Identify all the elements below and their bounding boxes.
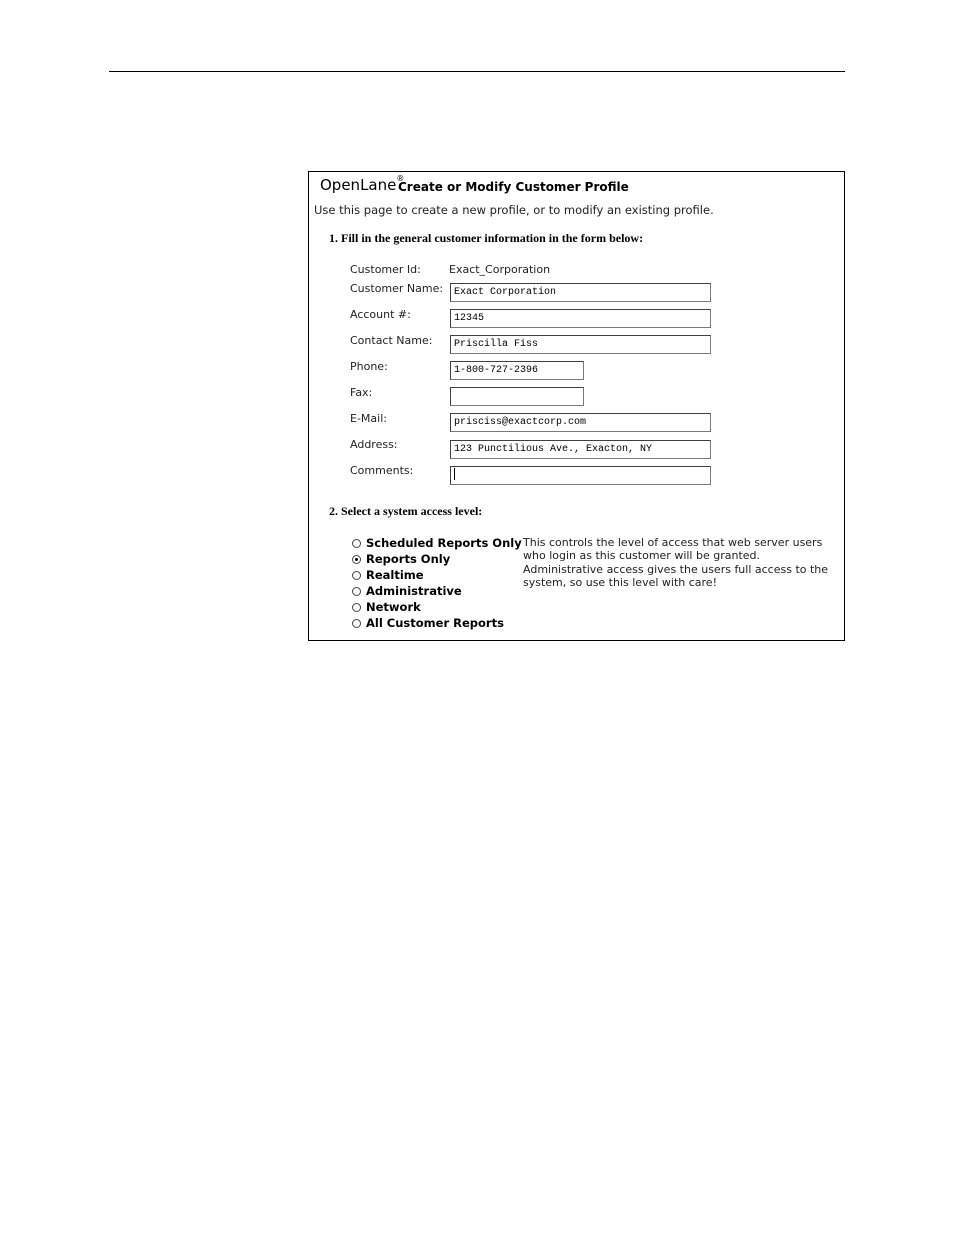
radio-button[interactable] bbox=[352, 571, 361, 580]
customer-id-label: Customer Id: bbox=[350, 263, 421, 276]
access-option-reports-only[interactable]: Reports Only bbox=[352, 552, 450, 566]
radio-button[interactable] bbox=[352, 619, 361, 628]
header-rule bbox=[109, 71, 845, 72]
contact-name-label: Contact Name: bbox=[350, 334, 433, 347]
email-label: E-Mail: bbox=[350, 412, 387, 425]
address-input[interactable]: 123 Punctilious Ave., Exacton, NY bbox=[450, 440, 711, 459]
account-input[interactable]: 12345 bbox=[450, 309, 711, 328]
address-label: Address: bbox=[350, 438, 398, 451]
fax-input[interactable] bbox=[450, 387, 584, 406]
email-input[interactable]: prisciss@exactcorp.com bbox=[450, 413, 711, 432]
comments-label: Comments: bbox=[350, 464, 414, 477]
step-2-heading: 2. Select a system access level: bbox=[329, 504, 483, 518]
intro-text: Use this page to create a new profile, or to modify an existing profile. bbox=[314, 203, 714, 217]
radio-button[interactable] bbox=[352, 587, 361, 596]
step-1-heading: 1. Fill in the general customer information in the form below: bbox=[329, 231, 644, 245]
phone-input[interactable]: 1-800-727-2396 bbox=[450, 361, 584, 380]
radio-button[interactable] bbox=[352, 539, 361, 548]
access-level-help-text: This controls the level of access that web server users who login as this customer will be granted. Administrative access gives the users full access to the system, so use this level with care! bbox=[523, 536, 829, 590]
brand-logo: OpenLane® bbox=[320, 174, 405, 194]
customer-name-label: Customer Name: bbox=[350, 282, 444, 295]
customer-id-value: Exact_Corporation bbox=[449, 263, 551, 276]
page-title: Create or Modify Customer Profile bbox=[398, 180, 629, 194]
radio-button-selected[interactable] bbox=[352, 555, 361, 564]
access-option-network[interactable]: Network bbox=[352, 600, 421, 614]
text-cursor bbox=[454, 468, 455, 480]
comments-input[interactable] bbox=[450, 466, 711, 485]
customer-profile-screenshot bbox=[308, 171, 845, 641]
radio-button[interactable] bbox=[352, 603, 361, 612]
access-option-realtime[interactable]: Realtime bbox=[352, 568, 424, 582]
access-option-scheduled-reports-only[interactable]: Scheduled Reports Only bbox=[352, 536, 522, 550]
access-option-administrative[interactable]: Administrative bbox=[352, 584, 462, 598]
phone-label: Phone: bbox=[350, 360, 388, 373]
account-label: Account #: bbox=[350, 308, 411, 321]
contact-name-input[interactable]: Priscilla Fiss bbox=[450, 335, 711, 354]
access-option-all-customer-reports[interactable]: All Customer Reports bbox=[352, 616, 504, 630]
fax-label: Fax: bbox=[350, 386, 373, 399]
customer-name-input[interactable]: Exact Corporation bbox=[450, 283, 711, 302]
